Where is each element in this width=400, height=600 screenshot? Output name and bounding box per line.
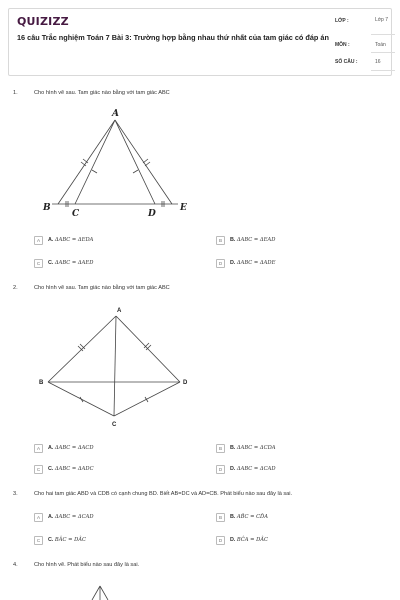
option-expression: ΔABC = ΔEAD bbox=[236, 237, 276, 243]
meta-divider bbox=[371, 34, 395, 35]
option-letter: A bbox=[34, 236, 43, 245]
option-expression: ΔABC = ΔCDA bbox=[236, 445, 276, 451]
option-expression: ΔABC = ΔADE bbox=[236, 260, 276, 266]
option-key: D. bbox=[230, 466, 236, 472]
option-key: D. bbox=[230, 537, 236, 543]
grade-label: LỚP : bbox=[335, 18, 349, 24]
vertex-label: E bbox=[180, 203, 187, 213]
option-expression: AB̂C = CD̂A bbox=[236, 514, 268, 520]
answer-option[interactable] bbox=[34, 443, 94, 453]
answer-option[interactable] bbox=[216, 235, 275, 245]
question-text: Cho hình vẽ. Phát biểu nào sau đây là sai. bbox=[34, 562, 140, 568]
question-text: Cho hình vẽ sau. Tam giác nào bằng với tam giác ABC bbox=[34, 285, 170, 291]
vertex-label: C bbox=[112, 422, 117, 428]
option-expression: ΔABC = ΔCAD bbox=[236, 466, 276, 472]
question-4-figure bbox=[80, 582, 120, 600]
subject-label: MÔN : bbox=[335, 42, 350, 48]
option-key: C. bbox=[48, 537, 54, 543]
option-key: D. bbox=[230, 260, 236, 266]
question-number: 1. bbox=[13, 90, 18, 96]
meta-divider bbox=[371, 52, 395, 53]
option-key: C. bbox=[48, 260, 54, 266]
vertex-label: D bbox=[148, 209, 156, 219]
question-count-value: 16 bbox=[375, 59, 381, 65]
subject-value: Toán bbox=[375, 42, 386, 48]
option-letter: C bbox=[34, 259, 43, 268]
vertex-label: A bbox=[117, 308, 122, 314]
option-expression: BÂC = DÂC bbox=[54, 537, 86, 543]
option-key: A. bbox=[48, 445, 54, 451]
meta-divider bbox=[371, 70, 395, 71]
question-count-label: SỐ CÂU : bbox=[335, 59, 358, 65]
answer-option[interactable] bbox=[34, 535, 86, 545]
answer-option[interactable] bbox=[216, 443, 276, 453]
vertex-label: B bbox=[43, 203, 51, 213]
vertex-label: C bbox=[72, 209, 80, 219]
option-letter: C bbox=[34, 536, 43, 545]
question-text: Cho hai tam giác ABD và CDB có cạnh chung BD. Biết AB=DC và AD=CB. Phát biểu nào sau đây là sai. bbox=[34, 491, 293, 497]
answer-option[interactable] bbox=[34, 464, 94, 474]
option-letter: A bbox=[34, 444, 43, 453]
vertex-label: D bbox=[183, 380, 188, 386]
option-letter: B bbox=[216, 513, 225, 522]
option-expression: ΔABC = ΔAED bbox=[54, 260, 94, 266]
grade-value: Lớp 7 bbox=[375, 17, 389, 23]
answer-option[interactable] bbox=[216, 512, 268, 522]
option-letter: B bbox=[216, 236, 225, 245]
worksheet-title: 16 câu Trắc nghiệm Toán 7 Bài 3: Trường hợp bằng nhau thứ nhất của tam giác có đáp án bbox=[17, 33, 329, 42]
option-letter: D bbox=[216, 465, 225, 474]
answer-option[interactable] bbox=[34, 512, 94, 522]
question-text: Cho hình vẽ sau. Tam giác nào bằng với tam giác ABC bbox=[34, 90, 170, 96]
option-expression: ΔABC = ΔACD bbox=[54, 445, 94, 451]
option-key: B. bbox=[230, 514, 236, 520]
option-key: A. bbox=[48, 514, 54, 520]
option-expression: ΔABC = ΔADC bbox=[54, 466, 94, 472]
option-letter: D bbox=[216, 259, 225, 268]
question-1-figure bbox=[40, 104, 200, 222]
question-number: 4. bbox=[13, 562, 18, 568]
answer-option[interactable] bbox=[34, 258, 93, 268]
worksheet-header bbox=[8, 8, 392, 76]
option-letter: B bbox=[216, 444, 225, 453]
answer-option[interactable] bbox=[216, 464, 276, 474]
option-expression: ΔABC = ΔEDA bbox=[54, 237, 94, 243]
option-letter: C bbox=[34, 465, 43, 474]
option-key: A. bbox=[48, 237, 54, 243]
answer-option[interactable] bbox=[216, 258, 275, 268]
option-key: B. bbox=[230, 445, 236, 451]
answer-option[interactable] bbox=[34, 235, 93, 245]
vertex-label: A bbox=[112, 109, 119, 119]
answer-option[interactable] bbox=[216, 535, 268, 545]
question-2-figure bbox=[36, 302, 196, 432]
question-number: 3. bbox=[13, 491, 18, 497]
option-expression: ΔABC = ΔCAD bbox=[54, 514, 94, 520]
option-key: C. bbox=[48, 466, 54, 472]
quizizz-logo: QUIZIZZ bbox=[17, 15, 69, 28]
option-expression: BĈA = DÂC bbox=[236, 537, 268, 543]
vertex-label: B bbox=[39, 380, 44, 386]
option-letter: A bbox=[34, 513, 43, 522]
option-letter: D bbox=[216, 536, 225, 545]
option-key: B. bbox=[230, 237, 236, 243]
question-number: 2. bbox=[13, 285, 18, 291]
